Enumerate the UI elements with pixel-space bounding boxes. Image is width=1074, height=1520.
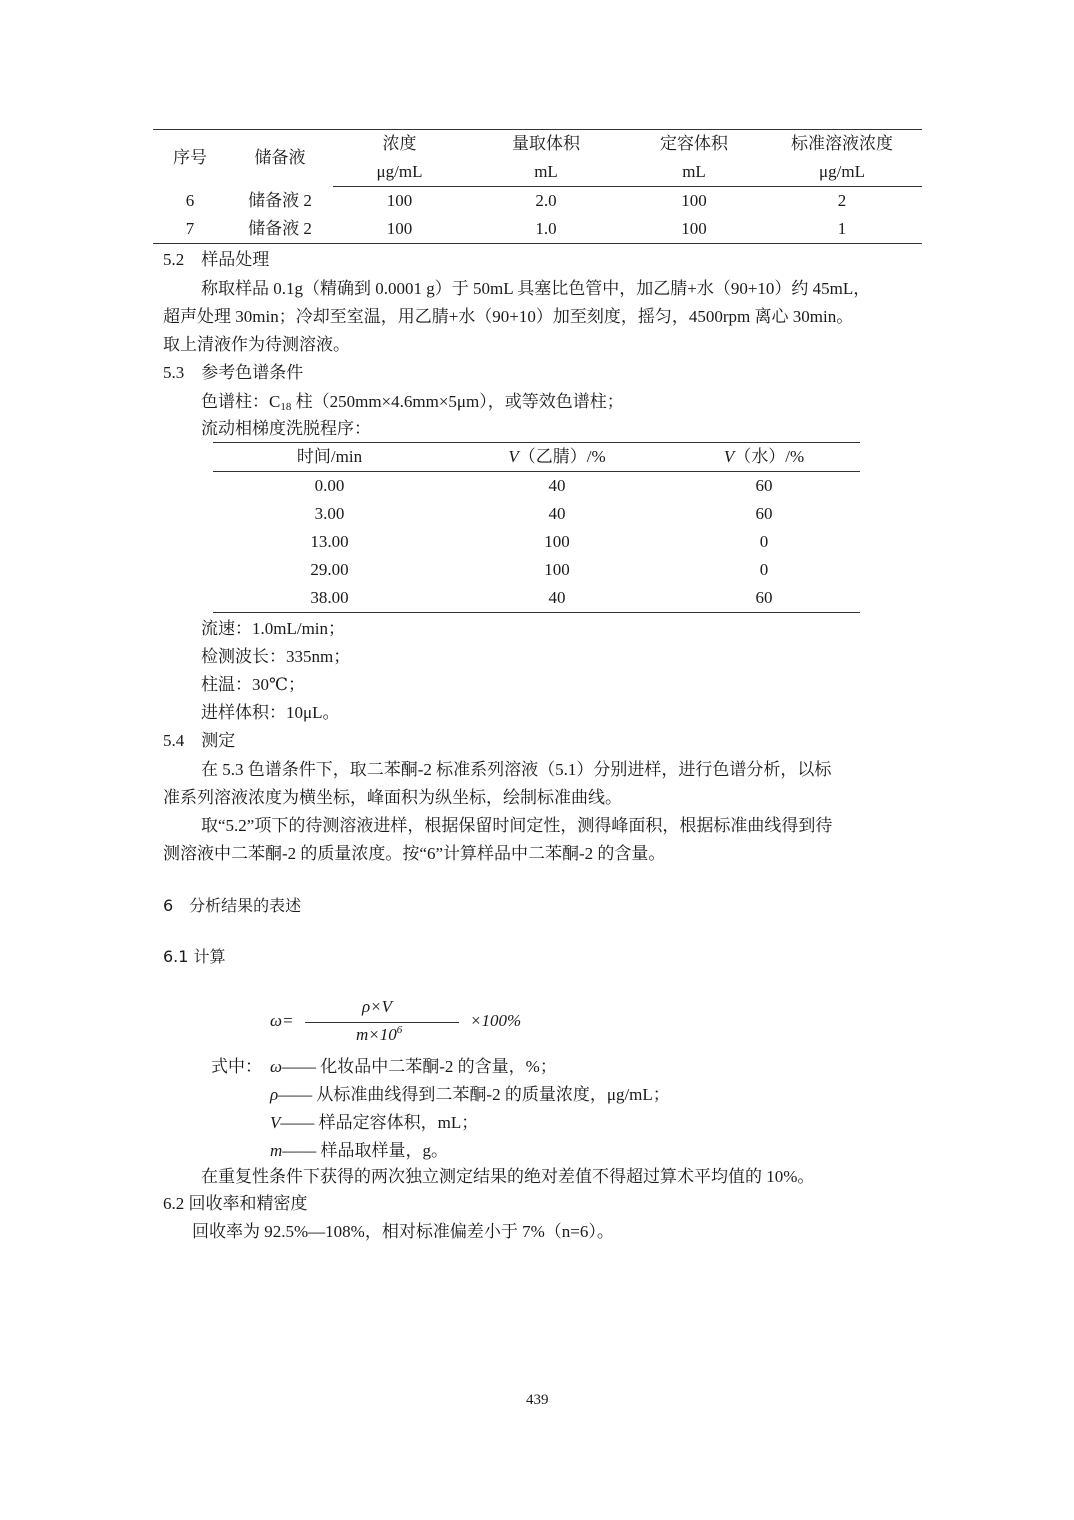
table-row [213, 528, 860, 556]
table-cell: 1.0 [466, 215, 626, 244]
denominator-base: m×10 [356, 1025, 397, 1044]
definition-item [270, 1053, 557, 1081]
definition-item [270, 1081, 670, 1109]
column-temperature: 柱温：30℃； [201, 675, 306, 694]
section-heading-6-2: 6.2 回收率和精密度 [163, 1194, 308, 1213]
header-water [668, 443, 860, 472]
symbol: ω [270, 1057, 283, 1076]
header-unit: mL [626, 158, 762, 187]
definition-item [270, 1137, 448, 1165]
column-subscript: 18 [280, 401, 292, 413]
gradient-table [213, 442, 860, 613]
table-row [213, 500, 860, 528]
denominator-exponent: 6 [396, 1024, 403, 1036]
table-cell: 7 [153, 215, 227, 244]
header-concentration: 浓度 [333, 130, 466, 159]
table-row [153, 215, 922, 244]
fraction-bar [305, 1022, 459, 1023]
table-cell: 40 [548, 504, 566, 523]
definition-text: 样品定容体积，mL； [314, 1113, 479, 1132]
definition-text: 化妆品中二苯酮-2 的含量，%； [316, 1057, 557, 1076]
header-time: 时间/min [213, 443, 446, 472]
header-final-volume: 定容体积 [626, 130, 762, 159]
where-label: 式中： [211, 1057, 262, 1076]
flow-rate: 流速：1.0mL/min； [201, 619, 346, 638]
table-cell: 储备液 2 [227, 215, 333, 244]
page-number: 439 [526, 1392, 549, 1408]
header-unit: μg/mL [333, 158, 466, 187]
paragraph-line: 取上清液作为待测溶液。 [163, 335, 350, 354]
header-text: （水）/% [734, 447, 805, 466]
table-cell: 2.0 [535, 191, 557, 210]
definition-text: 样品取样量，g。 [316, 1141, 449, 1160]
section-heading-6: 6 分析结果的表述 [163, 896, 302, 915]
section-heading-5-3: 5.3 参考色谱条件 [163, 363, 304, 382]
table-cell: 60 [668, 584, 860, 613]
header-acetonitrile [446, 443, 668, 472]
table-cell: 100 [544, 560, 570, 579]
table-cell: 100 [544, 532, 570, 551]
section-heading-6-1: 6.1 计算 [163, 947, 226, 966]
table-cell: 3.00 [314, 504, 345, 523]
var-v: V [723, 447, 735, 466]
symbol: m [270, 1141, 283, 1160]
table-cell: 0.00 [314, 476, 345, 495]
table-cell: 29.00 [310, 560, 349, 579]
table-row [153, 187, 922, 216]
paragraph-line: 取“5.2”项下的待测溶液进样，根据保留时间定性，测得峰面积，根据标准曲线得到待 [201, 816, 833, 835]
header-index: 序号 [153, 130, 227, 187]
table-row [213, 556, 860, 584]
table-row [213, 472, 860, 501]
var-v: V [508, 447, 519, 466]
paragraph-line: 准系列溶液浓度为横坐标，峰面积为纵坐标，绘制标准曲线。 [163, 788, 622, 807]
table-cell: 13.00 [310, 532, 349, 551]
definition-text: 从标准曲线得到二苯酮-2 的质量浓度，μg/mL； [312, 1085, 670, 1104]
wavelength: 检测波长：335nm； [201, 647, 351, 666]
paragraph-line: 称取样品 0.1g（精确到 0.0001 g）于 50mL 具塞比色管中，加乙腈+水（90+10）约 45mL， [201, 279, 871, 298]
standard-solution-table [153, 129, 922, 244]
header-volume-taken: 量取体积 [466, 130, 626, 159]
formula-numerator: ρ×V [362, 997, 393, 1016]
repeatability-statement: 在重复性条件下获得的两次独立测定结果的绝对差值不得超过算术平均值的 10%。 [201, 1167, 815, 1186]
symbol: ρ [270, 1085, 279, 1104]
definition-item [270, 1109, 478, 1137]
dash: —— [282, 1141, 317, 1160]
recovery-statement: 回收率为 92.5%—108%，相对标准偏差小于 7%（n=6）。 [192, 1222, 614, 1241]
table-cell: 100 [626, 215, 762, 244]
column-prefix: 色谱柱：C [201, 392, 281, 411]
injection-volume: 进样体积：10μL。 [201, 703, 340, 722]
dash: —— [280, 1113, 315, 1132]
paragraph-line: 超声处理 30min；冷却至室温，用乙腈+水（90+10）加至刻度，摇匀，4500rpm 离心 30min。 [163, 307, 854, 326]
table-cell: 100 [333, 215, 466, 244]
formula-multiplier: ×100% [470, 1011, 522, 1030]
paragraph-line: 测溶液中二苯酮-2 的质量浓度。按“6”计算样品中二苯酮-2 的含量。 [163, 844, 666, 863]
header-unit: mL [466, 158, 626, 187]
table-cell: 40 [548, 476, 566, 495]
table-cell: 100 [681, 191, 707, 210]
column-suffix: 柱（250mm×4.6mm×5μm），或等效色谱柱； [291, 392, 624, 411]
dash: —— [282, 1057, 317, 1076]
symbol: V [270, 1113, 281, 1132]
table-cell: 6 [185, 190, 195, 210]
table-cell: 100 [386, 191, 413, 210]
dash: —— [278, 1085, 313, 1104]
table-cell: 2 [837, 191, 847, 210]
table-cell: 40 [446, 584, 668, 613]
gradient-label: 流动相梯度洗脱程序： [201, 419, 371, 438]
section-heading-5-4: 5.4 测定 [163, 731, 236, 750]
header-std-concentration: 标准溶液浓度 [762, 130, 922, 159]
table-row [213, 584, 860, 613]
table-cell: 38.00 [213, 584, 446, 613]
table-cell: 储备液 2 [248, 190, 312, 210]
formula-lhs: ω= [270, 1011, 294, 1030]
table-cell: 60 [755, 476, 773, 495]
formula-denominator [356, 1024, 402, 1045]
table-cell: 0 [759, 532, 769, 551]
section-heading-5-2: 5.2 样品处理 [163, 250, 270, 269]
table-cell: 0 [759, 560, 769, 579]
table-cell: 1 [762, 215, 922, 244]
table-cell: 60 [755, 504, 773, 523]
header-stock: 储备液 [227, 130, 333, 187]
header-unit: μg/mL [762, 158, 922, 187]
paragraph-line: 在 5.3 色谱条件下，取二苯酮-2 标准系列溶液（5.1）分别进样，进行色谱分析，以标 [201, 760, 832, 779]
header-text: （乙腈）/% [518, 447, 606, 466]
